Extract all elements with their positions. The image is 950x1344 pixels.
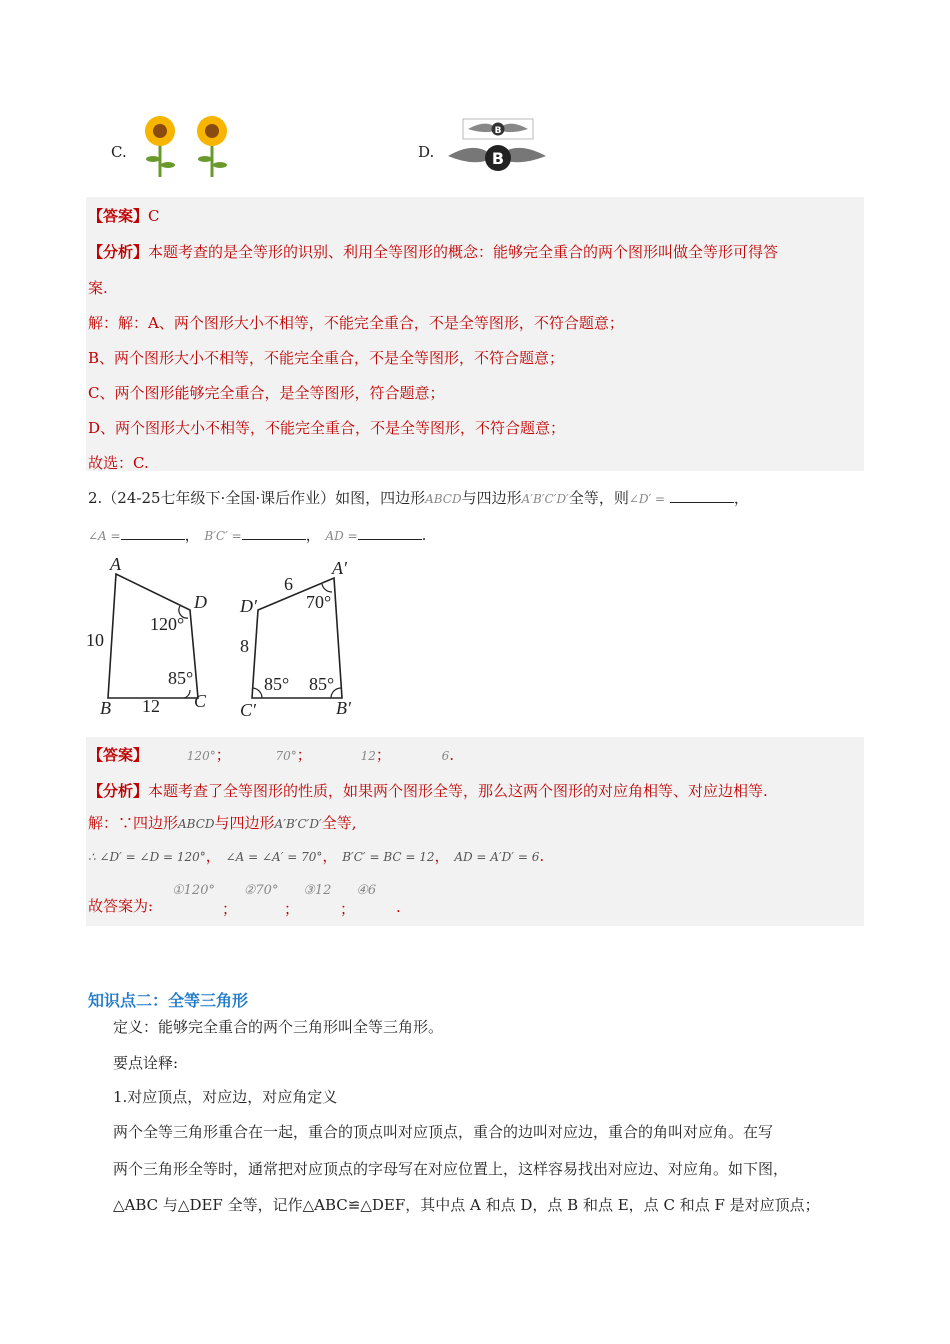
answer-value-1: 120° [186, 749, 216, 763]
quadrilateral-abcd [86, 554, 207, 718]
question-2-line-1 [88, 487, 749, 508]
analysis-tag: 【分析】 [88, 243, 149, 261]
q2-ad: AD = [325, 529, 358, 543]
angle-c-label: 85° [168, 668, 194, 688]
sunflower-icon [197, 116, 227, 177]
quadrilateral-abcd-prime [239, 558, 352, 720]
angle-b-prime-label: 85° [309, 674, 335, 694]
answer-2-line: 【答案】 120°； 70°； 12； 6. [88, 746, 455, 764]
winged-b-logo-icon [463, 119, 533, 139]
final-answer-values [172, 880, 376, 898]
section-title: 知识点二：全等三角形 [88, 991, 249, 1010]
solution-b: B、两个图形大小不相等，不能完全重合，不是全等图形，不符合题意； [88, 349, 565, 367]
winged-b-logo-icon [448, 145, 546, 171]
vertex-b-prime: B′ [336, 698, 351, 718]
solution-2-line-2: ∴ ∠D′ = ∠D = 120°， ∠A = ∠A′ = 70°， B′C′ = BC = 12， AD = A′D′ = 6. [88, 847, 545, 865]
option-d-label: D. [418, 143, 435, 161]
q2-angle-d-prime: ∠D′ = [628, 492, 666, 506]
angle-d-label: 120° [150, 614, 185, 634]
analysis-tag: 【分析】 [88, 782, 149, 800]
final-separator-4: . [396, 898, 401, 916]
q2-period: . [421, 526, 427, 544]
final-value-3: ③12 [303, 883, 332, 898]
analysis-1-line-2: 案. [88, 279, 108, 297]
quadrilateral-figure [84, 552, 374, 722]
final-value-1: ①120° [172, 883, 215, 898]
eq-d: ∴ ∠D′ = ∠D = 120° [88, 850, 206, 864]
sunflower-icon [145, 116, 175, 177]
option-c-label: C. [111, 143, 127, 161]
analysis-2-line [88, 780, 768, 801]
vertex-a-prime: A′ [332, 558, 347, 578]
q2-mid: 与四边形 [461, 489, 522, 507]
angle-a-prime-label: 70° [306, 592, 332, 612]
eq-bc: B′C′ = BC = 12 [342, 850, 435, 864]
svg-text:B: B [494, 126, 502, 136]
point-1-heading: 1.对应顶点，对应边，对应角定义 [113, 1088, 338, 1106]
answer-blank-2[interactable] [121, 525, 185, 540]
q2-abcd-prime: A′B′C′D′ [521, 492, 569, 506]
answer-value: C [148, 207, 160, 225]
final-answer-line [88, 895, 153, 916]
answer-1-line [88, 205, 160, 226]
answer-tag: 【答案】 [88, 207, 149, 225]
angle-c-prime-arc [252, 688, 262, 698]
definition-text: 定义：能够完全重合的两个三角形叫全等三角形。 [113, 1018, 444, 1036]
q2-comma: ， [184, 526, 200, 544]
q2-suffix: 全等，则 [568, 489, 629, 507]
angle-a-prime-arc [322, 584, 332, 592]
q2-bc-prime: B′C′ = [204, 529, 242, 543]
vertex-b: B [100, 698, 111, 718]
answer-blank-1[interactable] [670, 488, 734, 503]
answer-value-4: 6 [441, 749, 450, 763]
svg-text:B: B [491, 149, 505, 168]
vertex-a: A [110, 554, 121, 574]
winged-logo-pair-image [444, 116, 550, 180]
final-separator-1: ； [222, 900, 238, 918]
eq-a: ∠A = ∠A′ = 70° [225, 850, 323, 864]
eq-ad: AD = A′D′ = 6 [454, 850, 540, 864]
final-value-4: ④6 [356, 883, 377, 898]
sol-abcd: ABCD [178, 817, 215, 831]
q2-angle-a: ∠A = [88, 529, 121, 543]
q2-comma: ， [733, 489, 749, 507]
side-bc-label: 12 [142, 696, 160, 716]
answer-blank-4[interactable] [358, 525, 422, 540]
solution-2-line-1 [88, 812, 357, 833]
analysis-text: 本题考查了全等图形的性质，如果两个图形全等，那么这两个图形的对应角相等、对应边相等. [148, 782, 768, 800]
sol-abcd-prime: A′B′C′D′ [274, 817, 322, 831]
paragraph-line-3: △ABC 与△DEF 全等，记作△ABC≌△DEF，其中点 A 和点 D，点 B 和点 E，点 C 和点 F 是对应顶点； [113, 1196, 820, 1214]
sol-suffix: 全等, [321, 814, 357, 832]
vertex-c-prime: C′ [240, 700, 256, 720]
paragraph-line-2: 两个三角形全等时，通常把对应顶点的字母写在对应位置上，这样容易找出对应边、对应角。如下图， [113, 1160, 789, 1178]
sol-prefix: 解：∵四边形 [88, 814, 179, 832]
q2-comma: ， [305, 526, 321, 544]
vertex-d: D [194, 592, 207, 612]
vertex-d-prime: D′ [240, 596, 257, 616]
solution-a: 解：解：A、两个图形大小不相等，不能完全重合，不是全等图形，不符合题意； [88, 314, 624, 332]
answer-value-2: 70° [275, 749, 297, 763]
angle-c-prime-label: 85° [264, 674, 290, 694]
final-separator-3: ； [340, 900, 356, 918]
solution-d: D、两个图形大小不相等，不能完全重合，不是全等图形，不符合题意； [88, 419, 566, 437]
final-separator-2: ； [284, 900, 300, 918]
key-points-heading: 要点诠释: [113, 1054, 179, 1072]
conclusion-1: 故选：C. [88, 454, 149, 472]
final-prefix: 故答案为: [88, 897, 154, 915]
answer-blank-3[interactable] [242, 525, 306, 540]
answer-value-3: 12 [360, 749, 376, 763]
q2-prefix: 2.（24-25七年级下·全国·课后作业）如图，四边形 [88, 489, 426, 507]
vertex-c: C [194, 691, 207, 711]
question-2-line-2 [88, 524, 426, 545]
analysis-1-line [88, 241, 778, 262]
analysis-text: 本题考查的是全等形的识别、利用全等图形的概念：能够完全重合的两个图形叫做全等形可得答 [148, 243, 779, 261]
side-ab-label: 10 [86, 630, 104, 650]
side-da-prime-label: 6 [284, 574, 293, 594]
sunflower-pair-image [138, 113, 240, 179]
solution-c: C、两个图形能够完全重合，是全等图形，符合题意； [88, 384, 445, 402]
sol-mid: 与四边形 [214, 814, 275, 832]
angle-c-arc [184, 690, 190, 698]
q2-abcd: ABCD [425, 492, 462, 506]
side-dc-prime-label: 8 [240, 636, 249, 656]
final-value-2: ②70° [243, 883, 279, 898]
answer-tag: 【答案】 [88, 746, 149, 764]
paragraph-line-1: 两个全等三角形重合在一起，重合的顶点叫对应顶点，重合的边叫对应边，重合的角叫对应角。在写 [113, 1123, 774, 1141]
